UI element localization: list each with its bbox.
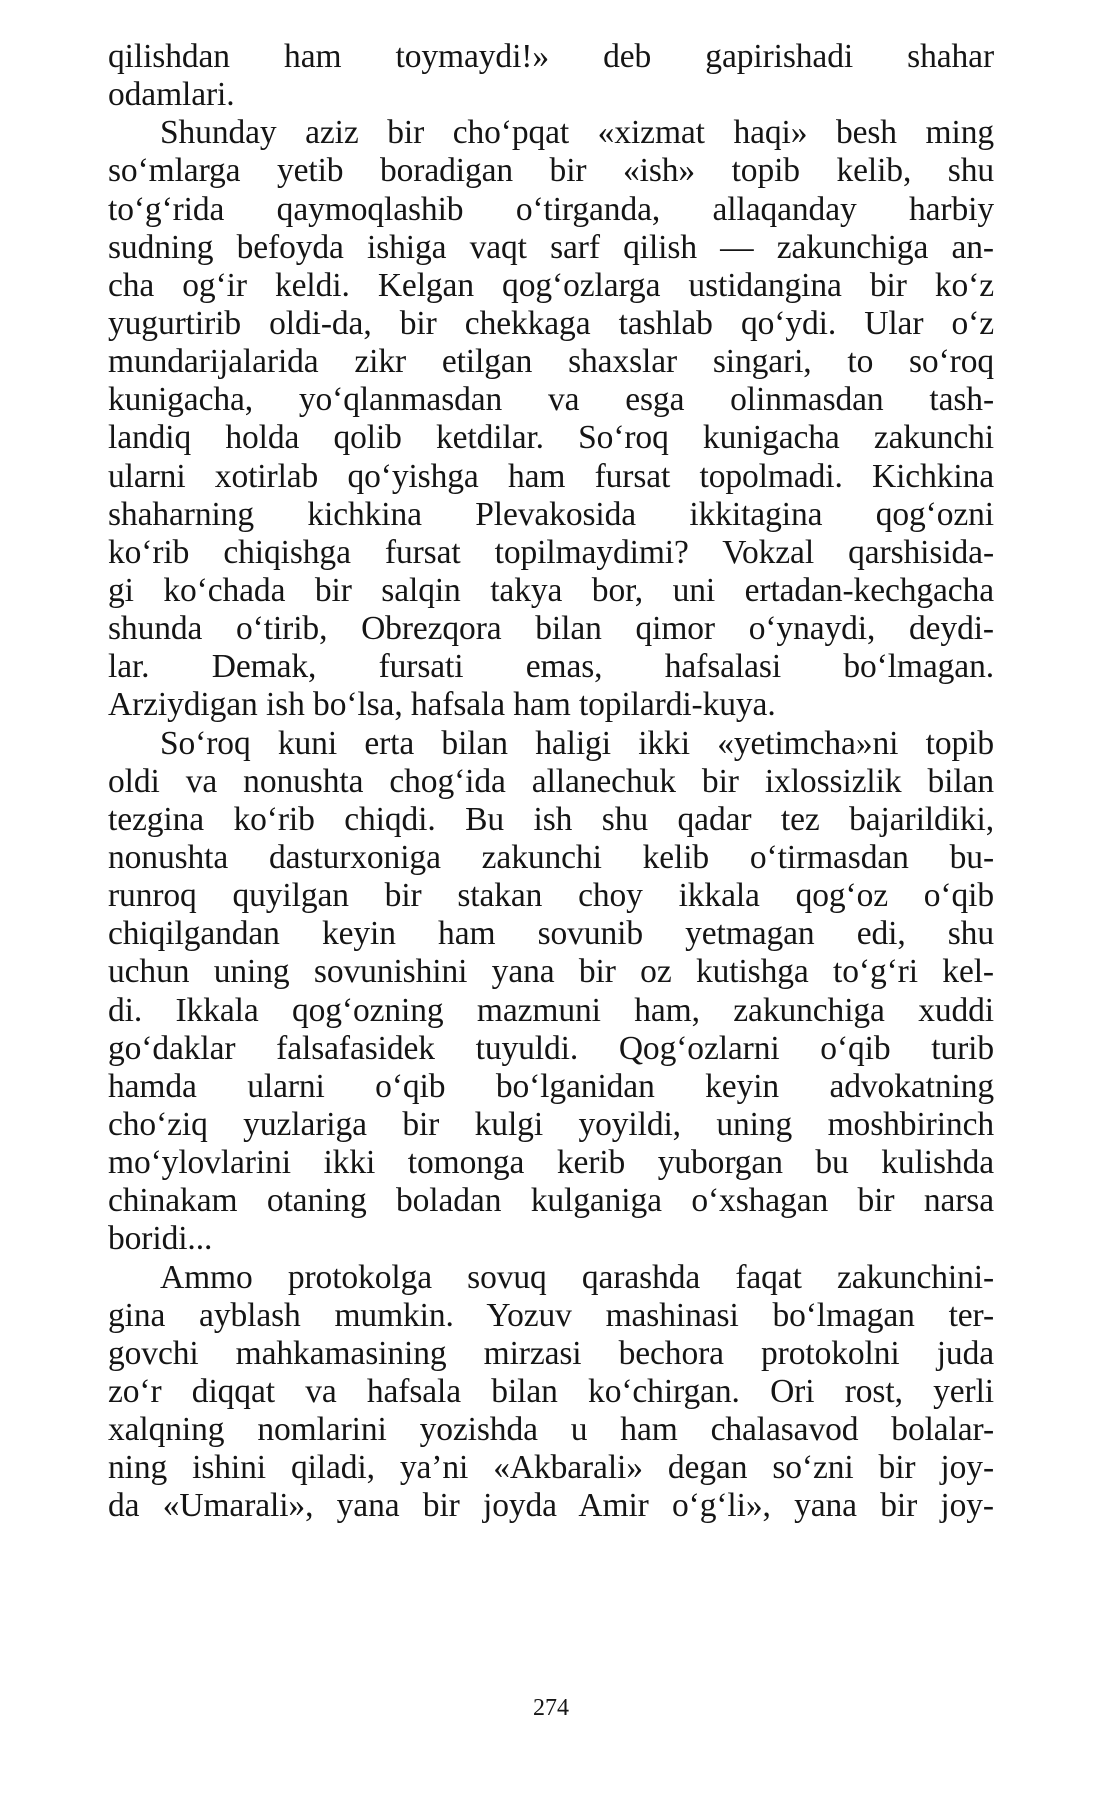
text-line: go‘daklar falsafasidek tuyuldi. Qog‘ozlarni o‘qib turib — [108, 1029, 994, 1067]
text-line: chiqilgandan keyin ham sovunib yetmagan edi, shu — [108, 915, 994, 953]
paragraph — [108, 725, 994, 1259]
text-line: gina ayblash mumkin. Yozuv mashinasi bo‘lmagan ter- — [108, 1296, 994, 1334]
text-line: landiq holda qolib ketdilar. So‘roq kunigacha zakunchi — [108, 419, 994, 457]
text-line: govchi mahkamasining mirzasi bechora protokolni juda — [108, 1334, 994, 1372]
paragraph — [108, 114, 994, 724]
text-line: xalqning nomlarini yozishda u ham chalasavod bolalar- — [108, 1411, 994, 1449]
text-line: runroq quyilgan bir stakan choy ikkala qog‘oz o‘qib — [108, 877, 994, 915]
text-line: yugurtirib oldi-da, bir chekkaga tashlab qo‘ydi. Ular o‘z — [108, 304, 994, 342]
text-line: cha og‘ir keldi. Kelgan qog‘ozlarga ustidangina bir ko‘z — [108, 266, 994, 304]
text-line: to‘g‘rida qaymoqlashib o‘tirganda, allaqanday harbiy — [108, 190, 994, 228]
text-line: qilishdan ham toymaydi!» deb gapirishadi shahar — [108, 38, 994, 75]
text-line: cho‘ziq yuzlariga bir kulgi yoyildi, uning moshbirinch — [108, 1105, 994, 1143]
book-page — [108, 38, 994, 1758]
body-text — [108, 38, 994, 1525]
text-line: hamda ularni o‘qib bo‘lganidan keyin advokatning — [108, 1067, 994, 1105]
text-line: ko‘rib chiqishga fursat topilmaydimi? Vokzal qarshisida- — [108, 533, 994, 571]
text-line: mundarijalarida zikr etilgan shaxslar singari, to so‘roq — [108, 343, 994, 381]
text-line: boridi... — [108, 1220, 213, 1258]
text-line: Shunday aziz bir cho‘pqat «xizmat haqi» besh ming — [160, 114, 994, 152]
text-line: tezgina ko‘rib chiqdi. Bu ish shu qadar tez bajarildiki, — [108, 800, 994, 838]
text-line: da «Umarali», yana bir joyda Amir o‘g‘li», yana bir joy- — [108, 1487, 994, 1525]
text-line: zo‘r diqqat va hafsala bilan ko‘chirgan. Ori rost, yerli — [108, 1372, 994, 1410]
page-number: 274 — [533, 1695, 569, 1721]
text-line: chinakam otaning boladan kulganiga o‘xshagan bir narsa — [108, 1182, 994, 1220]
text-line: kunigacha, yo‘qlanmasdan va esga olinmasdan tash- — [108, 381, 994, 419]
text-line: di. Ikkala qog‘ozning mazmuni ham, zakunchiga xuddi — [108, 991, 994, 1029]
text-line: Ammo protokolga sovuq qarashda faqat zakunchini- — [160, 1258, 994, 1296]
text-line: odamlari. — [108, 76, 235, 114]
paragraph — [108, 1259, 994, 1526]
text-line: So‘roq kuni erta bilan haligi ikki «yetimcha»ni topib — [160, 724, 994, 762]
text-line: Arziydigan ish bo‘lsa, hafsala ham topilardi-kuya. — [108, 686, 776, 724]
text-line: gi ko‘chada bir salqin takya bor, uni ertadan-kechgacha — [108, 571, 994, 609]
text-line: shaharning kichkina Plevakosida ikkitagina qog‘ozni — [108, 495, 994, 533]
paragraph — [108, 38, 994, 114]
text-line: ularni xotirlab qo‘yishga ham fursat topolmadi. Kichkina — [108, 457, 994, 495]
text-line: sudning befoyda ishiga vaqt sarf qilish — zakunchiga an- — [108, 228, 994, 266]
text-line: lar. Demak, fursati emas, hafsalasi bo‘lmagan. — [108, 648, 994, 686]
text-line: uchun uning sovunishini yana bir oz kutishga to‘g‘ri kel- — [108, 953, 994, 991]
text-line: ning ishini qiladi, ya’ni «Akbarali» degan so‘zni bir joy- — [108, 1449, 994, 1487]
text-line: shunda o‘tirib, Obrezqora bilan qimor o‘ynaydi, deydi- — [108, 610, 994, 648]
text-line: oldi va nonushta chog‘ida allanechuk bir ixlossizlik bilan — [108, 762, 994, 800]
text-line: mo‘ylovlarini ikki tomonga kerib yuborgan bu kulishda — [108, 1144, 994, 1182]
text-line: nonushta dasturxoniga zakunchi kelib o‘tirmasdan bu- — [108, 838, 994, 876]
text-line: so‘mlarga yetib boradigan bir «ish» topib kelib, shu — [108, 152, 994, 190]
